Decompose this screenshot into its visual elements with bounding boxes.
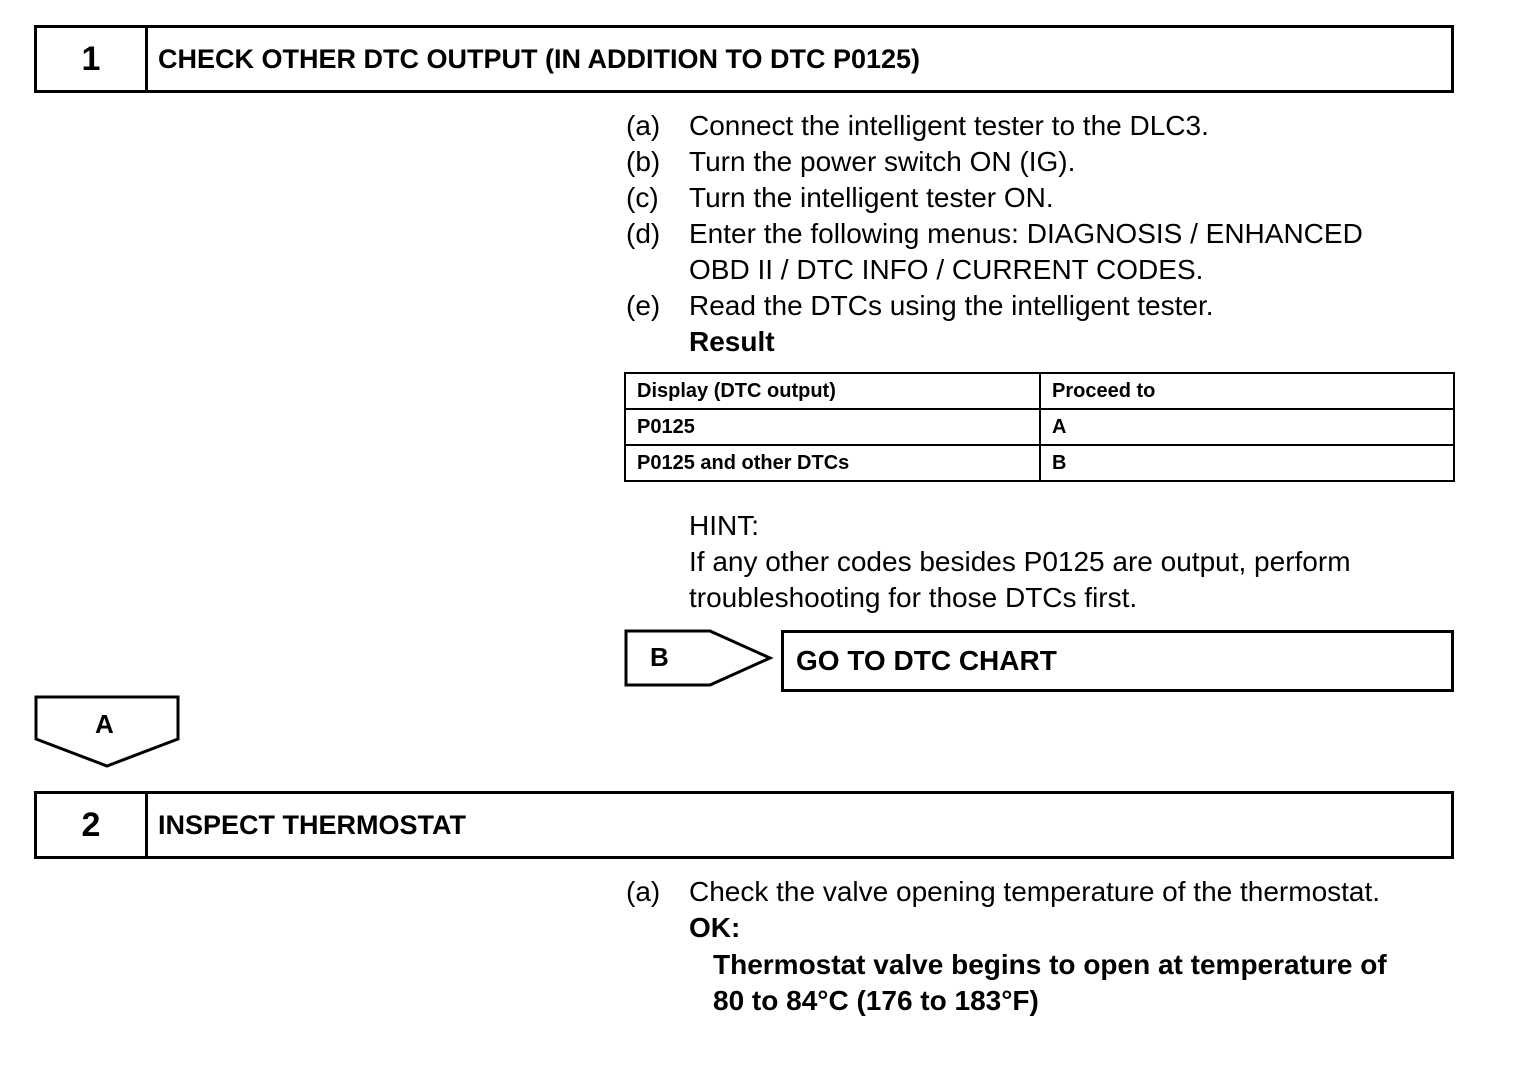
hint-text: troubleshooting for those DTCs first. — [689, 582, 1138, 613]
step-2-header — [34, 791, 1454, 859]
table-cell: A — [1040, 409, 1454, 445]
branch-b-letter: B — [650, 642, 669, 672]
table-cell: P0125 — [625, 409, 1040, 445]
hint-label: HINT: — [689, 510, 759, 541]
instruction-label: (a) — [626, 110, 661, 141]
table-header-cell: Proceed to — [1040, 373, 1454, 409]
instruction-text: Connect the intelligent tester to the DLC3. — [689, 110, 1209, 141]
instruction-text: Turn the power switch ON (IG). — [689, 146, 1076, 177]
table-header-cell: Display (DTC output) — [625, 373, 1040, 409]
instruction-text: Enter the following menus: DIAGNOSIS / ENHANCED — [689, 218, 1363, 249]
instruction-text: Read the DTCs using the intelligent tester. — [689, 290, 1214, 321]
branch-b-arrow-icon — [624, 629, 774, 687]
ok-spec-text: 80 to 84°C (176 to 183°F) — [713, 985, 1039, 1016]
step-2-number: 2 — [37, 794, 148, 856]
table-row — [625, 409, 1454, 445]
go-to-dtc-chart-label: GO TO DTC CHART — [796, 645, 1057, 676]
instruction-label: (a) — [626, 876, 661, 907]
step-1-header — [34, 25, 1454, 93]
branch-a-letter: A — [95, 709, 114, 739]
instruction-text: Check the valve opening temperature of the thermostat. — [689, 876, 1381, 907]
result-table — [624, 372, 1455, 482]
table-header-row — [625, 373, 1454, 409]
hint-text: If any other codes besides P0125 are output, perform — [689, 546, 1351, 577]
ok-label: OK: — [689, 912, 741, 943]
ok-spec-text: Thermostat valve begins to open at temperature of — [713, 949, 1387, 980]
instruction-text: Turn the intelligent tester ON. — [689, 182, 1054, 213]
table-cell: B — [1040, 445, 1454, 481]
instruction-label: (c) — [626, 182, 659, 213]
instruction-label: (d) — [626, 218, 661, 249]
step-1-number: 1 — [37, 28, 148, 90]
table-cell: P0125 and other DTCs — [625, 445, 1040, 481]
table-row — [625, 445, 1454, 481]
step-2-title: INSPECT THERMOSTAT — [158, 809, 466, 840]
instruction-text: OBD II / DTC INFO / CURRENT CODES. — [689, 254, 1204, 285]
step-1-title: CHECK OTHER DTC OUTPUT (IN ADDITION TO DTC P0125) — [158, 43, 921, 74]
go-to-dtc-chart-box — [781, 630, 1454, 692]
instruction-label: (e) — [626, 290, 661, 321]
result-label: Result — [689, 326, 775, 357]
instruction-label: (b) — [626, 146, 661, 177]
